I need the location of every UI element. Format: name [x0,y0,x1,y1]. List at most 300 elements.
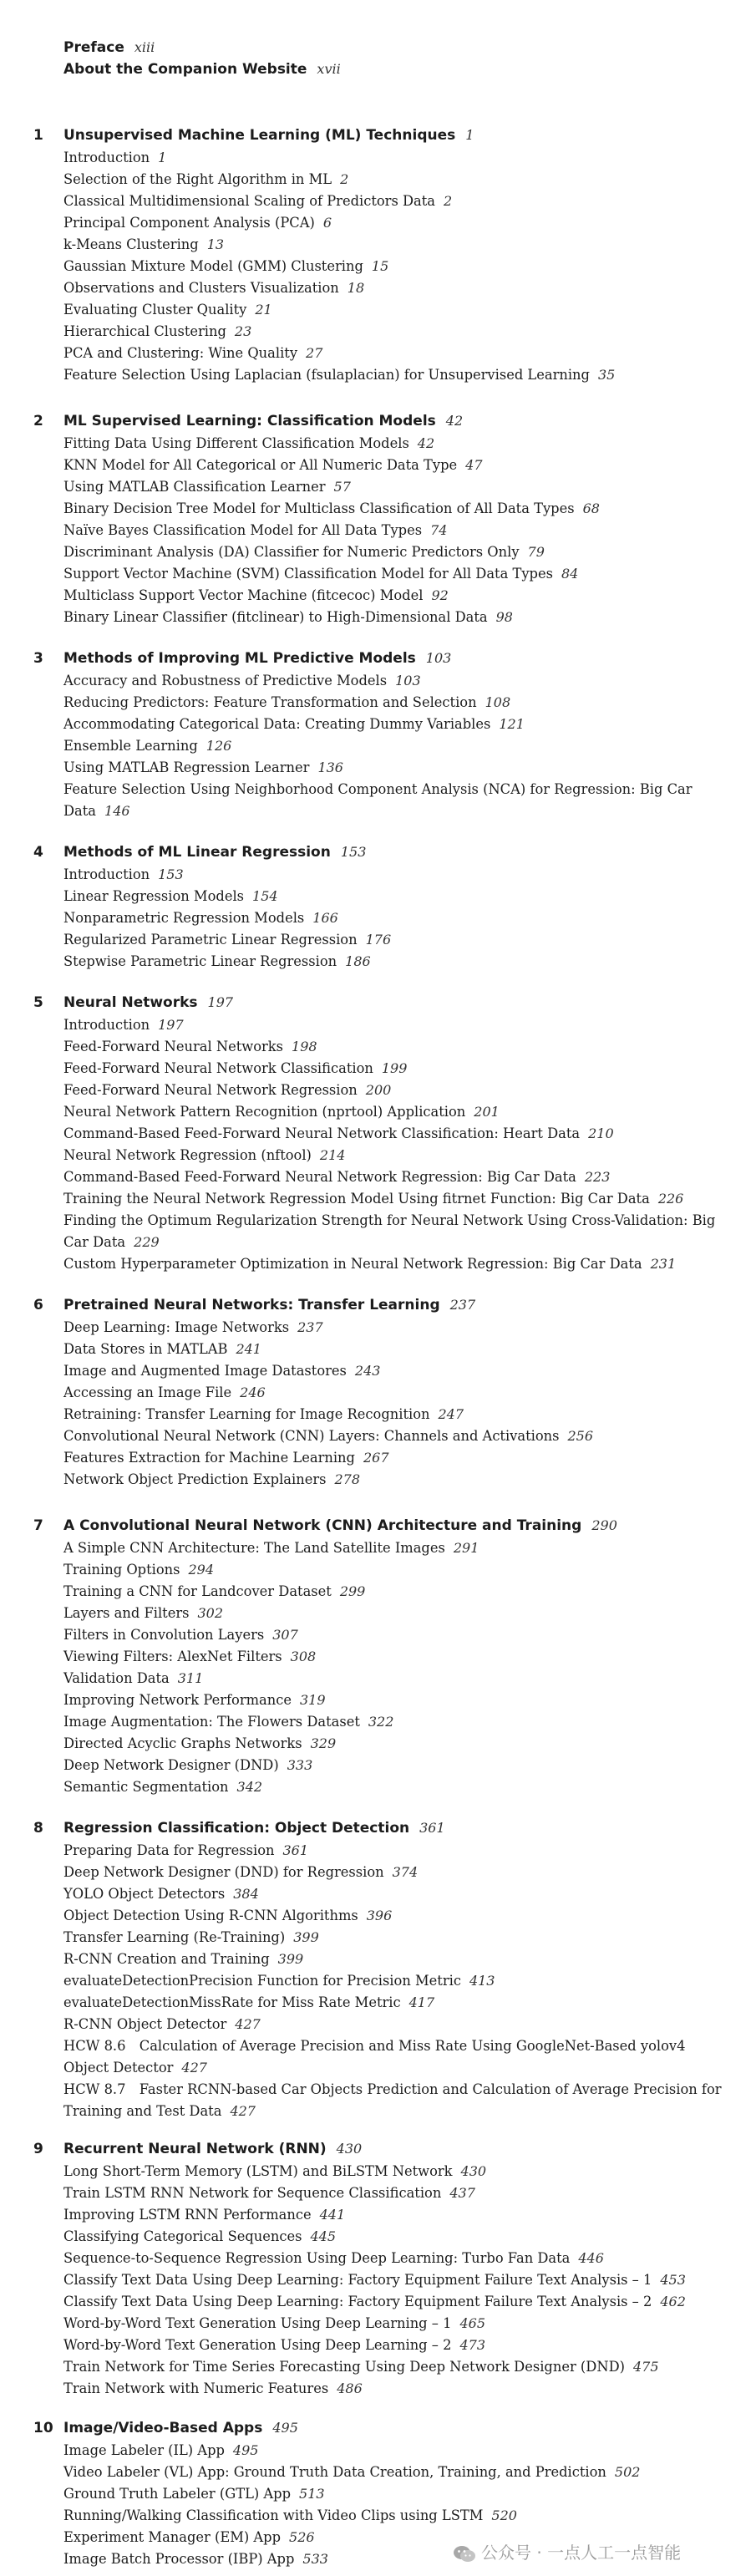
chapter-heading [0,1514,756,1537]
section-entry [63,212,723,234]
chapter-title-line [63,2137,362,2161]
section-title: Training the Neural Network Regression Model Using fitrnet Function: Big Car Data [63,1191,650,1207]
section-title: Using MATLAB Classification Learner [63,479,326,495]
section-title: Using MATLAB Regression Learner [63,760,310,775]
section-title: Validation Data [63,1670,170,1686]
section-page: 533 [302,2551,328,2567]
chapter-page: 42 [445,413,464,429]
section-entry [63,585,723,607]
section-entry [63,779,723,822]
section-page: 15 [371,258,389,274]
section-entry [63,1733,723,1755]
section-title: PCA and Clustering: Wine Quality [63,345,298,361]
section-page: 495 [232,2442,259,2458]
section-page: 473 [459,2337,485,2353]
section-title: HCW 8.6 Calculation of Average Precision and Miss Rate Using GoogleNet-Based yolov4 Object Detector [63,2038,686,2076]
section-title: Neural Network Regression (nftool) [63,1147,312,1163]
section-page: 446 [578,2250,604,2266]
section-title: Command-Based Feed-Forward Neural Network Regression: Big Car Data [63,1169,576,1185]
section-page: 201 [474,1104,500,1120]
chapter-page: 153 [340,844,367,860]
section-page: 210 [588,1125,614,1141]
section-title: Command-Based Feed-Forward Neural Network Classification: Heart Data [63,1125,581,1141]
section-page: 57 [333,479,351,495]
section-title: Classify Text Data Using Deep Learning: Factory Equipment Failure Text Analysis – 2 [63,2294,652,2309]
section-title: Video Labeler (VL) App: Ground Truth Data Creation, Training, and Prediction [63,2464,606,2480]
section-list [63,1014,723,1275]
section-entry [63,1949,723,1970]
chapter-page: 495 [272,2420,298,2436]
section-list [63,147,723,386]
section-page: 322 [368,1714,394,1730]
section-title: Convolutional Neural Network (CNN) Layers: Channels and Activations [63,1428,560,1444]
section-entry [63,1317,723,1339]
section-title: Introduction [63,1017,150,1033]
chapter-title-line [63,409,463,433]
chapter-number: 7 [33,1517,43,1534]
section-entry [63,1188,723,1210]
section-page: 223 [584,1169,611,1185]
section-title: Hierarchical Clustering [63,323,226,339]
section-entry [63,714,723,735]
section-entry [63,1166,723,1188]
section-entry [63,951,723,973]
chapter-page: 197 [207,994,234,1010]
chapter-number: 6 [33,1297,43,1313]
section-entry [63,2440,723,2462]
section-title: Object Detection Using R-CNN Algorithms [63,1908,358,1923]
watermark [453,2540,681,2565]
section-page: 42 [417,435,435,451]
chapter-title: Methods of Improving ML Predictive Models [63,650,416,667]
section-page: 441 [319,2207,346,2223]
section-page: 445 [310,2228,337,2244]
section-title: Evaluating Cluster Quality [63,302,247,318]
section-entry [63,2248,723,2269]
section-page: 307 [272,1627,298,1643]
section-title: Training Options [63,1562,180,1578]
section-page: 47 [465,457,483,473]
chapter-number: 10 [33,2420,53,2436]
section-entry [63,433,723,455]
section-page: 513 [299,2486,325,2502]
chapter-number: 3 [33,650,43,667]
section-page: 427 [235,2016,261,2032]
chapter-page: 237 [449,1297,476,1313]
section-title: Image Labeler (IL) App [63,2442,225,2458]
section-entry [63,1058,723,1080]
section-page: 399 [293,1929,319,1945]
section-entry [63,886,723,907]
chapter-number: 8 [33,1820,43,1837]
chapter-title-line [63,841,366,864]
section-page: 35 [597,367,616,383]
chapter-heading [0,647,756,670]
section-title: Image Batch Processor (IBP) App [63,2551,295,2567]
section-entry [63,1559,723,1581]
section-entry [63,1689,723,1711]
section-entry [63,692,723,714]
section-page: 79 [527,544,545,560]
section-entry [63,256,723,277]
section-title: Accuracy and Robustness of Predictive Models [63,673,388,688]
wechat-icon [453,2544,476,2564]
chapter-title-line [63,2416,298,2440]
section-title: evaluateDetectionMissRate for Miss Rate Metric [63,1994,401,2010]
section-entry [63,1883,723,1905]
chapter-heading [0,991,756,1014]
chapter-heading [0,1816,756,1840]
section-page: 199 [381,1060,408,1076]
section-entry [63,1404,723,1425]
chapter-title-line [63,647,451,670]
section-title: A Simple CNN Architecture: The Land Satellite Images [63,1540,445,1556]
section-entry [63,1927,723,1949]
section-title: Improving Network Performance [63,1692,292,1708]
section-title: Naïve Bayes Classification Model for All Data Types [63,522,423,538]
section-entry [63,2483,723,2505]
section-list [63,1317,723,1491]
section-page: 427 [181,2060,207,2076]
section-page: 374 [392,1864,419,1880]
chapter-heading [0,409,756,433]
section-page: 520 [491,2507,517,2523]
chapter-number: 2 [33,413,43,429]
section-page: 462 [660,2294,686,2309]
section-page: 103 [395,673,421,688]
front-matter-companion-website [63,58,341,80]
chapter-title: ML Supervised Learning: Classification Models [63,413,436,429]
section-entry [63,364,723,386]
section-page: 294 [188,1562,215,1578]
section-entry [63,299,723,321]
section-title: Improving LSTM RNN Performance [63,2207,312,2223]
chapter-number: 9 [33,2141,43,2157]
section-title: Classical Multidimensional Scaling of Predictors Data [63,193,436,209]
section-entry [63,1776,723,1798]
section-entry [63,1036,723,1058]
section-entry [63,757,723,779]
section-page: 146 [104,803,130,819]
section-entry [63,1970,723,1992]
section-page: 176 [365,932,392,948]
section-entry [63,670,723,692]
chapter-heading [0,124,756,147]
section-list [63,1537,723,1798]
section-entry [63,1992,723,2014]
chapter-title-line [63,1816,445,1840]
section-title: evaluateDetectionPrecision Function for Precision Metric [63,1973,461,1989]
front-matter-page: xvii [317,61,341,77]
section-entry [63,2079,723,2122]
section-entry [63,1624,723,1646]
section-entry [63,2182,723,2204]
section-title: Training a CNN for Landcover Dataset [63,1583,332,1599]
section-page: 154 [252,888,278,904]
section-entry [63,277,723,299]
chapter-page: 430 [336,2141,363,2157]
section-entry [63,1905,723,1927]
section-page: 333 [287,1757,313,1773]
section-page: 361 [282,1842,309,1858]
chapter-page: 290 [591,1517,617,1533]
section-entry [63,169,723,191]
section-page: 278 [334,1471,361,1487]
section-page: 475 [632,2359,659,2375]
section-page: 108 [485,694,511,710]
chapter-title: Recurrent Neural Network (RNN) [63,2141,327,2157]
section-entry [63,2313,723,2335]
section-entry [63,2035,723,2079]
section-page: 231 [650,1256,677,1272]
section-title: Image and Augmented Image Datastores [63,1363,347,1379]
section-title: Running/Walking Classification with Video Clips using LSTM [63,2507,484,2523]
section-title: YOLO Object Detectors [63,1886,226,1902]
section-entry [63,541,723,563]
section-page: 23 [234,323,252,339]
section-title: Multiclass Support Vector Machine (fitcecoc) Model [63,587,424,603]
front-matter-title: Preface [63,39,124,56]
chapter-title-line [63,124,474,147]
section-title: Deep Network Designer (DND) [63,1757,279,1773]
section-entry [63,2161,723,2182]
section-entry [63,907,723,929]
section-page: 153 [158,866,184,882]
chapter-title: Regression Classification: Object Detection [63,1820,410,1837]
section-entry [63,1840,723,1862]
section-entry [63,147,723,169]
section-page: 198 [292,1039,317,1054]
section-entry [63,2356,723,2378]
section-title: Introduction [63,150,150,165]
section-entry [63,1603,723,1624]
section-page: 311 [177,1670,204,1686]
section-title: HCW 8.7 Faster RCNN-based Car Objects Prediction and Calculation of Average Precision for Training and Test Data [63,2081,722,2119]
section-page: 291 [453,1540,479,1556]
section-title: Data Stores in MATLAB [63,1341,228,1357]
section-entry [63,2014,723,2035]
section-title: Support Vector Machine (SVM) Classification Model for All Data Types [63,566,553,582]
section-title: Semantic Segmentation [63,1779,229,1795]
section-title: Introduction [63,866,150,882]
section-title: Observations and Clusters Visualization [63,280,339,296]
section-page: 214 [319,1147,346,1163]
chapter-title-line [63,991,233,1014]
section-page: 302 [197,1605,224,1621]
section-entry [63,929,723,951]
section-list [63,864,723,973]
section-page: 241 [236,1341,261,1357]
section-title: Classifying Categorical Sequences [63,2228,302,2244]
section-title: Features Extraction for Machine Learning [63,1450,355,1466]
section-title: Accommodating Categorical Data: Creating Dummy Variables [63,716,491,732]
section-entry [63,1014,723,1036]
chapter-page: 361 [419,1820,445,1836]
section-title: Finding the Optimum Regularization Strength for Neural Network Using Cross-Validation: Big Car Data [63,1212,716,1250]
section-title: Train Network for Time Series Forecasting Using Deep Network Designer (DND) [63,2359,625,2375]
chapter-heading [0,1293,756,1317]
section-title: Feature Selection Using Laplacian (fsulaplacian) for Unsupervised Learning [63,367,590,383]
section-title: Selection of the Right Algorithm in ML [63,171,332,187]
section-list [63,433,723,628]
section-page: 136 [317,760,343,775]
section-entry [63,1339,723,1360]
front-matter-preface [63,37,155,58]
section-page: 453 [660,2272,686,2288]
section-entry [63,343,723,364]
section-list [63,670,723,822]
section-entry [63,321,723,343]
section-entry [63,1755,723,1776]
front-matter-page: xiii [134,39,155,55]
section-title: Long Short-Term Memory (LSTM) and BiLSTM Network [63,2163,453,2179]
chapter-number: 4 [33,844,43,861]
chapter-title-line [63,1293,475,1317]
section-entry [63,1711,723,1733]
watermark-text: 公众号 · 一点人工一点智能 [481,2543,682,2563]
section-title: Feed-Forward Neural Network Classification [63,1060,373,1076]
section-entry [63,2505,723,2527]
section-title: Regularized Parametric Linear Regression [63,932,358,948]
section-page: 342 [236,1779,263,1795]
section-entry [63,234,723,256]
chapter-heading [0,841,756,864]
section-title: Classify Text Data Using Deep Learning: Factory Equipment Failure Text Analysis – 1 [63,2272,652,2288]
section-title: Experiment Manager (EM) App [63,2529,282,2545]
section-entry [63,1447,723,1469]
chapter-number: 5 [33,994,43,1011]
section-page: 74 [430,522,448,538]
section-title: Fitting Data Using Different Classification Models [63,435,409,451]
section-entry [63,1360,723,1382]
front-matter-title: About the Companion Website [63,61,307,78]
chapter-page: 103 [425,650,452,666]
section-entry [63,1425,723,1447]
section-page: 319 [300,1692,326,1708]
section-page: 502 [614,2464,641,2480]
section-page: 384 [233,1886,259,1902]
section-page: 237 [297,1319,323,1335]
section-entry [63,520,723,541]
section-title: Deep Network Designer (DND) for Regression [63,1864,384,1880]
section-entry [63,2269,723,2291]
section-title: Layers and Filters [63,1605,190,1621]
section-title: Viewing Filters: AlexNet Filters [63,1649,282,1664]
section-page: 226 [657,1191,684,1207]
section-page: 126 [205,738,232,754]
section-title: Gaussian Mixture Model (GMM) Clustering [63,258,363,274]
section-title: Filters in Convolution Layers [63,1627,265,1643]
section-title: Train LSTM RNN Network for Sequence Classification [63,2185,442,2201]
section-page: 27 [306,345,323,361]
section-entry [63,2226,723,2248]
section-title: Accessing an Image File [63,1385,232,1400]
section-entry [63,1668,723,1689]
section-title: Network Object Prediction Explainers [63,1471,327,1487]
section-page: 2 [340,171,349,187]
section-entry [63,1862,723,1883]
section-page: 197 [158,1017,184,1033]
section-page: 246 [240,1385,266,1400]
section-page: 526 [289,2529,315,2545]
section-entry [63,476,723,498]
section-entry [63,607,723,628]
section-page: 417 [408,1994,435,2010]
section-entry [63,1581,723,1603]
chapter-title: Methods of ML Linear Regression [63,844,331,861]
section-title: Neural Network Pattern Recognition (nprtool) Application [63,1104,466,1120]
section-title: Binary Linear Classifier (fitclinear) to High-Dimensional Data [63,609,488,625]
section-page: 92 [431,587,449,603]
section-title: Reducing Predictors: Feature Transformation and Selection [63,694,477,710]
section-page: 399 [277,1951,304,1967]
section-entry [63,1145,723,1166]
section-page: 121 [499,716,525,732]
section-entry [63,1537,723,1559]
chapter-title: Pretrained Neural Networks: Transfer Learning [63,1297,440,1313]
section-title: Feed-Forward Neural Network Regression [63,1082,358,1098]
section-entry [63,2291,723,2313]
section-title: Binary Decision Tree Model for Multiclass Classification of All Data Types [63,500,575,516]
section-list [63,1840,723,2122]
section-entry [63,1382,723,1404]
section-page: 308 [290,1649,317,1664]
section-title: Word-by-Word Text Generation Using Deep Learning – 1 [63,2315,452,2331]
chapter-number: 1 [33,127,43,144]
section-page: 84 [561,566,579,582]
section-entry [63,1646,723,1668]
section-page: 267 [363,1450,389,1466]
section-page: 247 [438,1406,464,1422]
section-page: 68 [582,500,600,516]
chapter-page: 1 [465,127,474,143]
chapter-heading [0,2416,756,2440]
section-page: 437 [449,2185,475,2201]
section-title: Transfer Learning (Re-Training) [63,1929,286,1945]
section-entry [63,1123,723,1145]
section-page: 243 [354,1363,381,1379]
section-title: k-Means Clustering [63,236,199,252]
section-page: 18 [347,280,365,296]
section-page: 186 [345,953,371,969]
section-entry [63,2335,723,2356]
section-title: Feed-Forward Neural Networks [63,1039,284,1054]
section-page: 486 [337,2380,363,2396]
section-page: 13 [206,236,225,252]
section-entry [63,1101,723,1123]
section-entry [63,498,723,520]
section-page: 166 [312,910,338,926]
section-entry [63,1253,723,1275]
section-title: R-CNN Object Detector [63,2016,227,2032]
chapter-title: A Convolutional Neural Network (CNN) Architecture and Training [63,1517,582,1534]
section-title: Linear Regression Models [63,888,245,904]
section-entry [63,1080,723,1101]
section-entry [63,191,723,212]
section-entry [63,2378,723,2400]
section-title: KNN Model for All Categorical or All Numeric Data Type [63,457,458,473]
section-title: Ground Truth Labeler (GTL) App [63,2486,292,2502]
section-title: Deep Learning: Image Networks [63,1319,290,1335]
chapter-heading [0,2137,756,2161]
section-page: 6 [322,215,332,231]
section-page: 1 [158,150,167,165]
section-title: Preparing Data for Regression [63,1842,275,1858]
section-page: 200 [365,1082,392,1098]
chapter-title: Image/Video-Based Apps [63,2420,263,2436]
section-entry [63,1210,723,1253]
chapter-title-line [63,1514,617,1537]
